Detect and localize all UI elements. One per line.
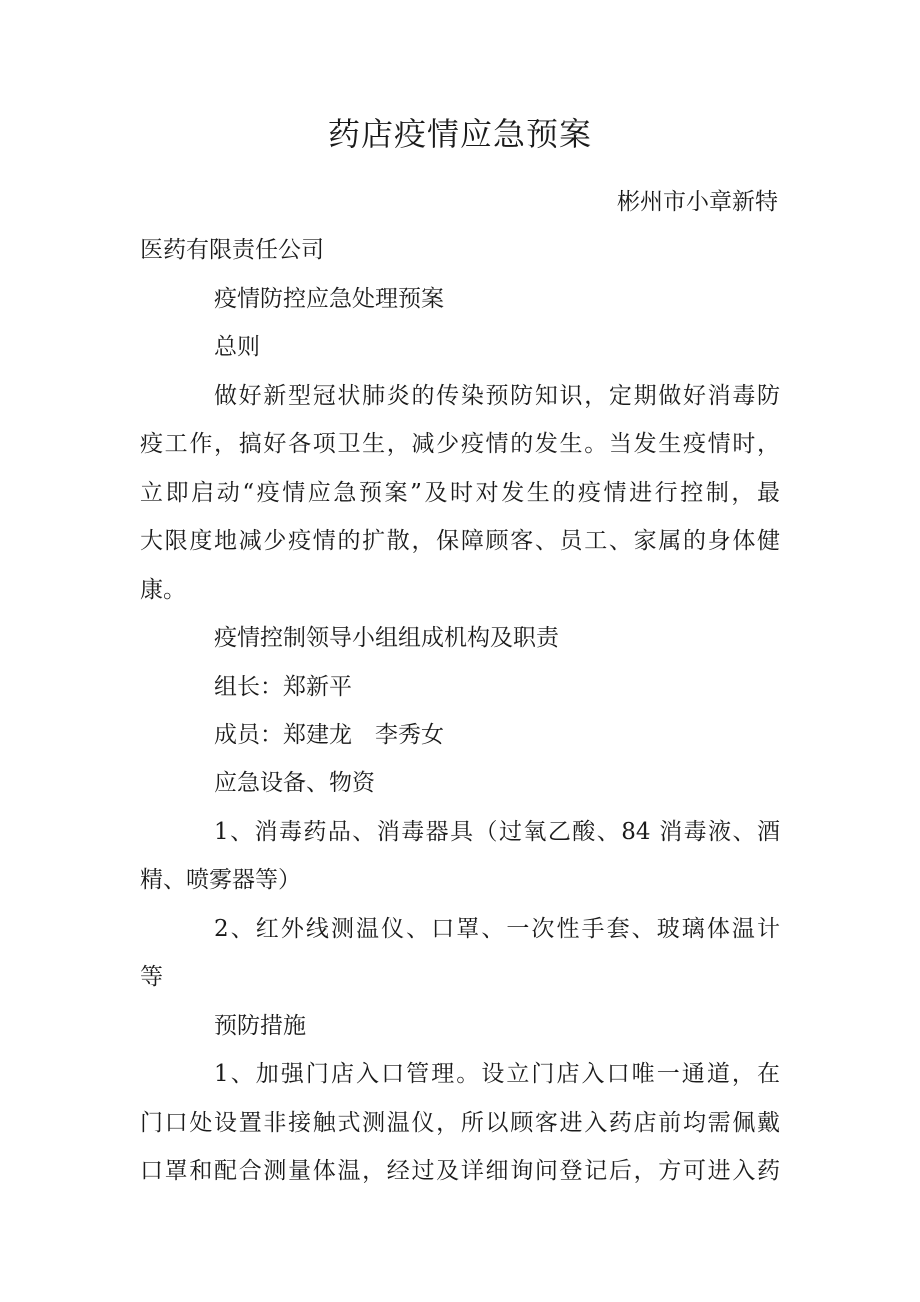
general-paragraph-line: 大限度地减少疫情的扩散，保障顾客、员工、家属的身体健 xyxy=(140,528,780,554)
document-title: 药店疫情应急预案 xyxy=(327,115,592,153)
leader-line: 组长：郑新平 xyxy=(214,674,352,700)
supply-item-line: 1、消毒药品、消毒器具（过氧乙酸、84 消毒液、酒 xyxy=(214,819,780,845)
general-paragraph-line: 立即启动“疫情应急预案”及时对发生的疫情进行控制，最 xyxy=(140,480,780,506)
general-paragraph-line: 做好新型冠状肺炎的传染预防知识，定期做好消毒防 xyxy=(214,383,780,409)
subtitle: 疫情防控应急处理预案 xyxy=(214,286,444,312)
members-line: 成员：郑建龙 李秀女 xyxy=(214,722,444,748)
prevention-item-line: 口罩和配合测量体温，经过及详细询问登记后，方可进入药 xyxy=(140,1158,780,1184)
supply-item-line: 精、喷雾器等） xyxy=(140,867,301,893)
section-group-heading: 疫情控制领导小组组成机构及职责 xyxy=(214,625,559,651)
general-paragraph-line: 疫工作，搞好各项卫生，减少疫情的发生。当发生疫情时， xyxy=(140,431,780,457)
supply-item-line: 2、红外线测温仪、口罩、一次性手套、玻璃体温计 xyxy=(214,916,780,942)
general-paragraph-line: 康。 xyxy=(140,577,186,603)
section-prevention-heading: 预防措施 xyxy=(214,1013,306,1039)
company-line-1: 彬州市小章新特 xyxy=(617,189,778,215)
section-general-heading: 总则 xyxy=(214,334,260,360)
prevention-item-line: 门口处设置非接触式测温仪，所以顾客进入药店前均需佩戴 xyxy=(140,1110,780,1136)
company-line-2: 医药有限责任公司 xyxy=(140,237,324,263)
supply-item-line: 等 xyxy=(140,964,163,990)
prevention-item-line: 1、加强门店入口管理。设立门店入口唯一通道，在 xyxy=(214,1061,780,1087)
section-supplies-heading: 应急设备、物资 xyxy=(214,770,375,796)
